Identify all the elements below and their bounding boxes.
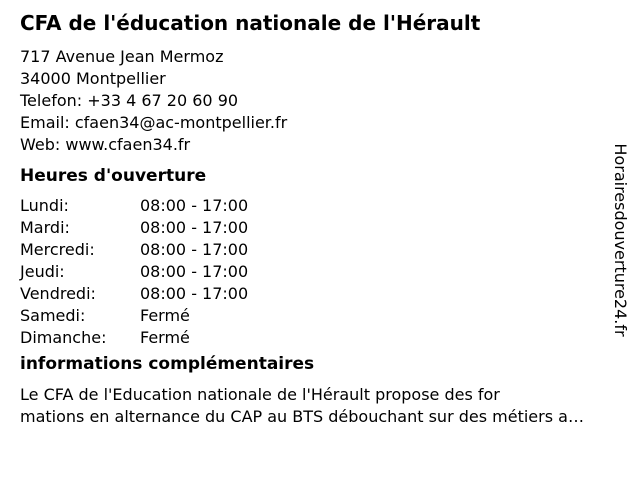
time-value: 08:00 - 17:00	[140, 240, 249, 259]
day-label: Dimanche:	[20, 328, 107, 347]
web-value: www.cfaen34.fr	[65, 135, 191, 154]
phone-label: Telefon:	[20, 91, 83, 110]
email-line	[20, 112, 640, 134]
time-value: Fermé	[140, 328, 190, 347]
hours-row-friday	[20, 283, 640, 305]
hours-row-saturday	[20, 305, 640, 327]
hours-row-monday	[20, 195, 640, 217]
time-value: 08:00 - 17:00	[140, 196, 249, 215]
time-value: 08:00 - 17:00	[140, 262, 249, 281]
opening-hours-table	[20, 195, 640, 349]
page-title: CFA de l'éducation nationale de l'Hérault	[20, 11, 481, 35]
opening-hours-heading: Heures d'ouverture	[20, 166, 207, 186]
day-label: Vendredi:	[20, 284, 96, 303]
time-value: 08:00 - 17:00	[140, 284, 249, 303]
contact-block	[20, 46, 640, 156]
time-value: Fermé	[140, 306, 190, 325]
time-value: 08:00 - 17:00	[140, 218, 249, 237]
phone-value: +33 4 67 20 60 90	[87, 91, 239, 110]
hours-row-wednesday	[20, 239, 640, 261]
email-label: Email:	[20, 113, 70, 132]
additional-info-text	[20, 384, 640, 428]
address-street: 717 Avenue Jean Mermoz	[20, 47, 224, 66]
hours-row-sunday	[20, 327, 640, 349]
site-watermark: Horairesdouverture24.fr	[611, 143, 630, 337]
day-label: Mercredi:	[20, 240, 95, 259]
day-label: Mardi:	[20, 218, 70, 237]
additional-info-heading: informations complémentaires	[20, 354, 315, 374]
web-line	[20, 134, 640, 156]
address-city: 34000 Montpellier	[20, 69, 166, 88]
hours-row-thursday	[20, 261, 640, 283]
phone-line	[20, 90, 640, 112]
day-label: Samedi:	[20, 306, 86, 325]
day-label: Lundi:	[20, 196, 69, 215]
day-label: Jeudi:	[20, 262, 65, 281]
info-text-line-1: Le CFA de l'Education nationale de l'Hérault propose des for	[20, 385, 500, 404]
web-label: Web:	[20, 135, 61, 154]
email-value: cfaen34@ac-montpellier.fr	[74, 113, 288, 132]
hours-row-tuesday	[20, 217, 640, 239]
info-text-line-2: mations en alternance du CAP au BTS débouchant sur des métiers a…	[20, 407, 584, 426]
